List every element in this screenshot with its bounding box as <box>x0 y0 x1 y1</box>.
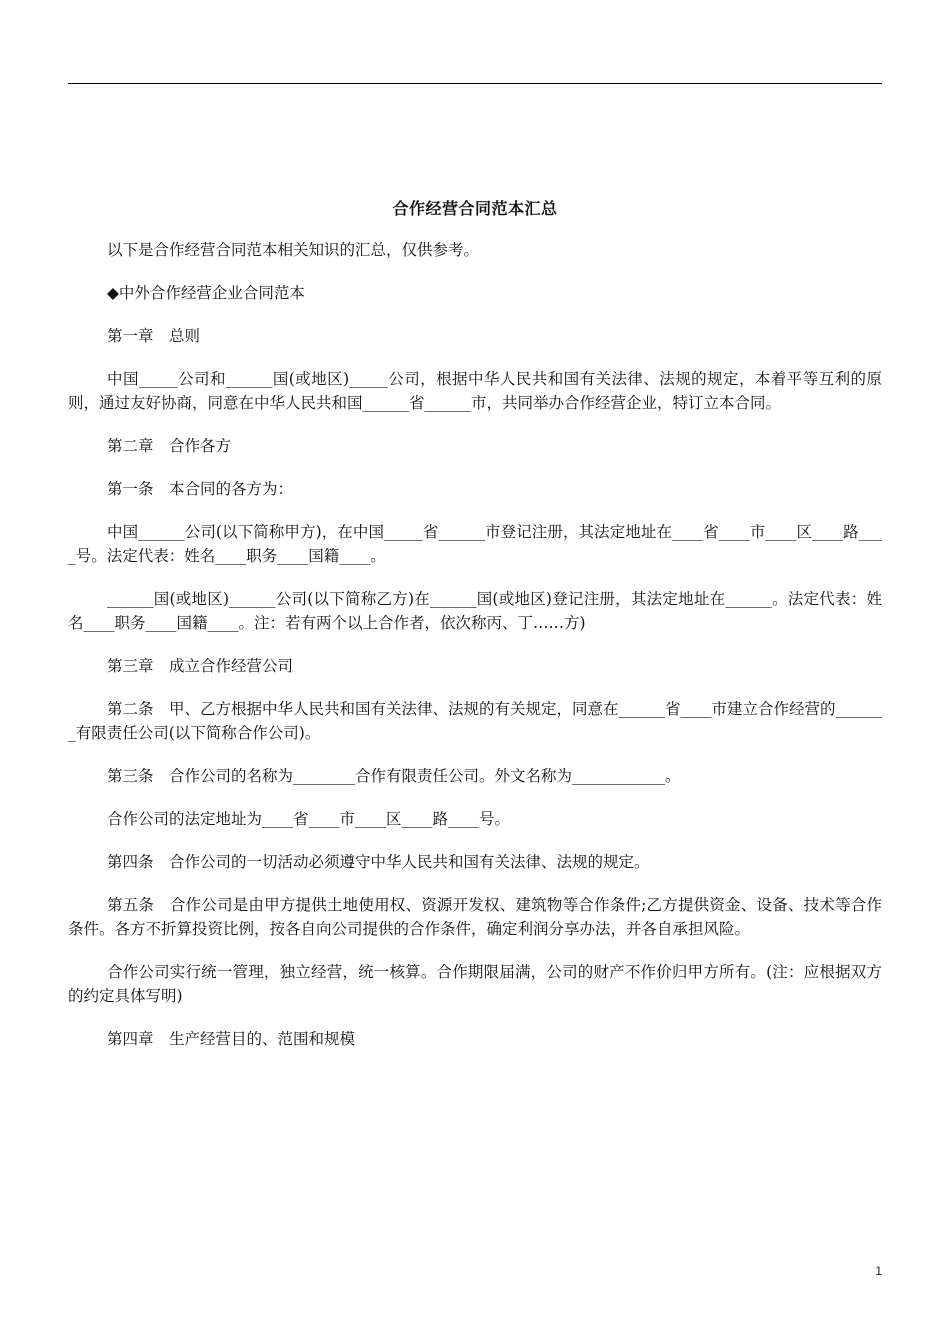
paragraph-chapter-1: 第一章 总则 <box>107 327 201 345</box>
paragraph-chapter-3: 第三章 成立合作经营公司 <box>107 657 294 675</box>
paragraph-article-3: 第三条 合作公司的名称为________合作有限责任公司。外文名称为____________。 <box>107 767 681 785</box>
paragraph-legal-address: 合作公司的法定地址为____省____市____区____路____号。 <box>107 810 511 828</box>
page-number: 1 <box>875 1264 882 1278</box>
header-rule <box>68 83 882 84</box>
paragraph-chapter-4: 第四章 生产经营目的、范围和规模 <box>107 1030 356 1048</box>
paragraph-party-a: 中国______公司(以下简称甲方)，在中国_____省______市登记注册，其法定地址在____省____市____区____路____号。法定代表：姓名____职务____国籍____。 <box>68 523 882 565</box>
document-body <box>68 238 882 1070</box>
document-title: 合作经营合同范本汇总 <box>392 199 558 218</box>
paragraph-article-1: 第一条 本合同的各方为： <box>107 480 294 498</box>
paragraph-preamble: 中国_____公司和______国(或地区)_____公司，根据中华人民共和国有关法律、法规的规定，本着平等互利的原则，通过友好协商，同意在中华人民共和国______省______市，共同举办合作经营企业，特订立本合同。 <box>68 370 882 412</box>
paragraph-article-5: 第五条 合作公司是由甲方提供土地使用权、资源开发权、建筑物等合作条件;乙方提供资金、设备、技术等合作条件。各方不折算投资比例，按各自向公司提供的合作条件，确定利润分享办法，并各自承担风险。 <box>68 896 882 938</box>
paragraph-intro: 以下是合作经营合同范本相关知识的汇总，仅供参考。 <box>107 241 480 259</box>
paragraph-article-4: 第四条 合作公司的一切活动必须遵守中华人民共和国有关法律、法规的规定。 <box>107 853 650 871</box>
paragraph-chapter-2: 第二章 合作各方 <box>107 437 232 455</box>
paragraph-management: 合作公司实行统一管理，独立经营，统一核算。合作期限届满，公司的财产不作价归甲方所有。(注：应根据双方的约定具体写明) <box>68 963 882 1005</box>
paragraph-party-b: ______国(或地区)______公司(以下简称乙方)在______国(或地区)登记注册，其法定地址在______。法定代表：姓名____职务____国籍____。注：若有两个以上合作者，依次称丙、丁……方) <box>68 590 882 632</box>
paragraph-article-2: 第二条 甲、乙方根据中华人民共和国有关法律、法规的有关规定，同意在______省____市建立合作经营的_______有限责任公司(以下简称合作公司)。 <box>68 700 883 742</box>
paragraph-section-heading: ◆中外合作经营企业合同范本 <box>107 284 305 302</box>
